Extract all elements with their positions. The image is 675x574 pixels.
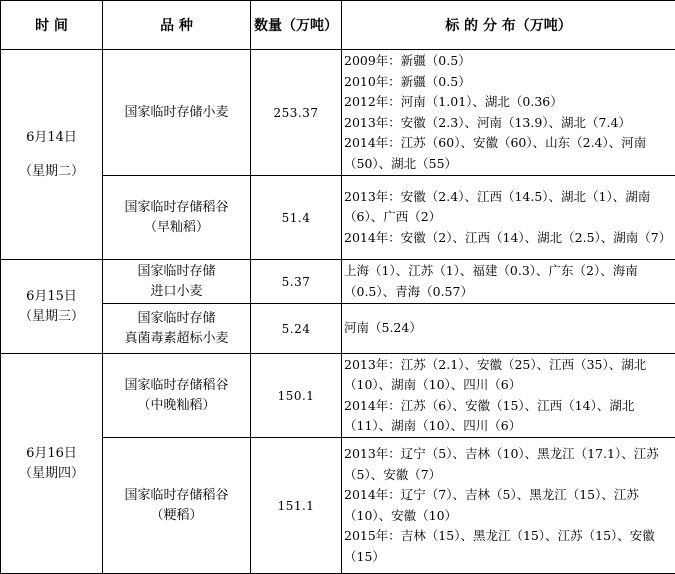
variety-cell bbox=[103, 304, 251, 354]
distribution-line: 2010年：新疆（0.5） bbox=[344, 73, 471, 89]
variety-subtext: （粳稻） bbox=[150, 507, 203, 523]
header-quantity: 数量（万吨） bbox=[251, 1, 342, 50]
distribution-line: 2009年：新疆（0.5） bbox=[344, 53, 471, 68]
distribution-line: 2012年：河南（1.01）、湖北（0.36） bbox=[344, 94, 563, 109]
header-variety: 品 种 bbox=[103, 1, 251, 50]
distribution-line: 上海（1）、江苏（1）、福建（0.3）、广东（2）、海南（0.5）、青海（0.57） bbox=[344, 263, 638, 299]
distribution-cell bbox=[342, 260, 675, 304]
variety-text: 国家临时存储稻谷 bbox=[124, 199, 229, 215]
date-cell bbox=[1, 260, 103, 354]
distribution-cell bbox=[342, 176, 675, 260]
table-row bbox=[1, 304, 675, 354]
distribution-line: 2013年：辽宁（5）、吉林（10）、黑龙江（17.1）、江苏（5）、安徽（7） bbox=[344, 446, 659, 482]
variety-text: 国家临时存储小麦 bbox=[124, 104, 229, 120]
variety-cell bbox=[103, 50, 251, 176]
table-row bbox=[1, 260, 675, 304]
table-row bbox=[1, 50, 675, 176]
weekday-text: （星期三） bbox=[18, 308, 84, 324]
date-text: 6月15日 bbox=[26, 288, 77, 304]
quantity-cell: 253.37 bbox=[251, 50, 342, 176]
variety-text: 国家临时存储 bbox=[137, 263, 216, 279]
distribution-line: 2014年：江苏（6）、安徽（15）、江西（14）、湖北（11）、湖南（10）、四川（6） bbox=[344, 397, 635, 433]
variety-subtext: （中晚籼稻） bbox=[137, 397, 216, 413]
distribution-line: 2015年：吉林（15）、黑龙江（15）、江苏（15）、安徽（15） bbox=[344, 528, 655, 564]
distribution-line: 河南（5.24） bbox=[344, 320, 422, 336]
quantity-cell: 151.1 bbox=[251, 438, 342, 574]
distribution-cell bbox=[342, 304, 675, 354]
header-time: 时 间 bbox=[1, 1, 103, 50]
variety-cell bbox=[103, 176, 251, 260]
distribution-line: 2014年：安徽（2）、江西（14）、湖北（2.5）、湖南（7） bbox=[344, 229, 672, 245]
quantity-cell: 150.1 bbox=[251, 354, 342, 438]
variety-subtext: 进口小麦 bbox=[150, 283, 203, 299]
date-cell bbox=[1, 50, 103, 260]
date-cell bbox=[1, 354, 103, 574]
variety-subtext: 真菌毒素超标小麦 bbox=[124, 330, 229, 346]
table-row bbox=[1, 438, 675, 574]
distribution-line: 2014年：江苏（60）、安徽（60）、山东（2.4）、河南（50）、湖北（55） bbox=[344, 135, 647, 171]
variety-cell bbox=[103, 354, 251, 438]
weekday-text: （星期四） bbox=[18, 465, 84, 481]
distribution-cell bbox=[342, 50, 675, 176]
variety-subtext: （早籼稻） bbox=[143, 219, 209, 235]
quantity-cell: 5.24 bbox=[251, 304, 342, 354]
variety-text: 国家临时存储 bbox=[137, 310, 216, 326]
distribution-line: 2013年：江苏（2.1）、安徽（25）、江西（35）、湖北（10）、湖南（10）、四川（6） bbox=[344, 356, 647, 392]
distribution-cell bbox=[342, 438, 675, 574]
date-text: 6月16日 bbox=[26, 445, 77, 461]
quantity-cell: 51.4 bbox=[251, 176, 342, 260]
distribution-line: 2013年：安徽（2.4）、江西（14.5）、湖北（1）、湖南（6）、广西（2） bbox=[344, 188, 651, 225]
variety-cell bbox=[103, 260, 251, 304]
weekday-text: （星期二） bbox=[18, 163, 84, 179]
quantity-cell: 5.37 bbox=[251, 260, 342, 304]
variety-text: 国家临时存储稻谷 bbox=[124, 377, 229, 393]
table-row bbox=[1, 354, 675, 438]
table-row bbox=[1, 176, 675, 260]
distribution-line: 2013年：安徽（2.3）、河南（13.9）、湖北（7.4） bbox=[344, 114, 631, 130]
date-text: 6月14日 bbox=[26, 129, 77, 145]
header-row bbox=[1, 1, 675, 50]
distribution-cell bbox=[342, 354, 675, 438]
header-distribution: 标 的 分 布（万吨） bbox=[342, 1, 675, 50]
variety-text: 国家临时存储稻谷 bbox=[124, 487, 229, 503]
distribution-line: 2014年：辽宁（7）、吉林（5）、黑龙江（15）、江苏（10）、安徽（10） bbox=[344, 487, 639, 523]
variety-cell bbox=[103, 438, 251, 574]
